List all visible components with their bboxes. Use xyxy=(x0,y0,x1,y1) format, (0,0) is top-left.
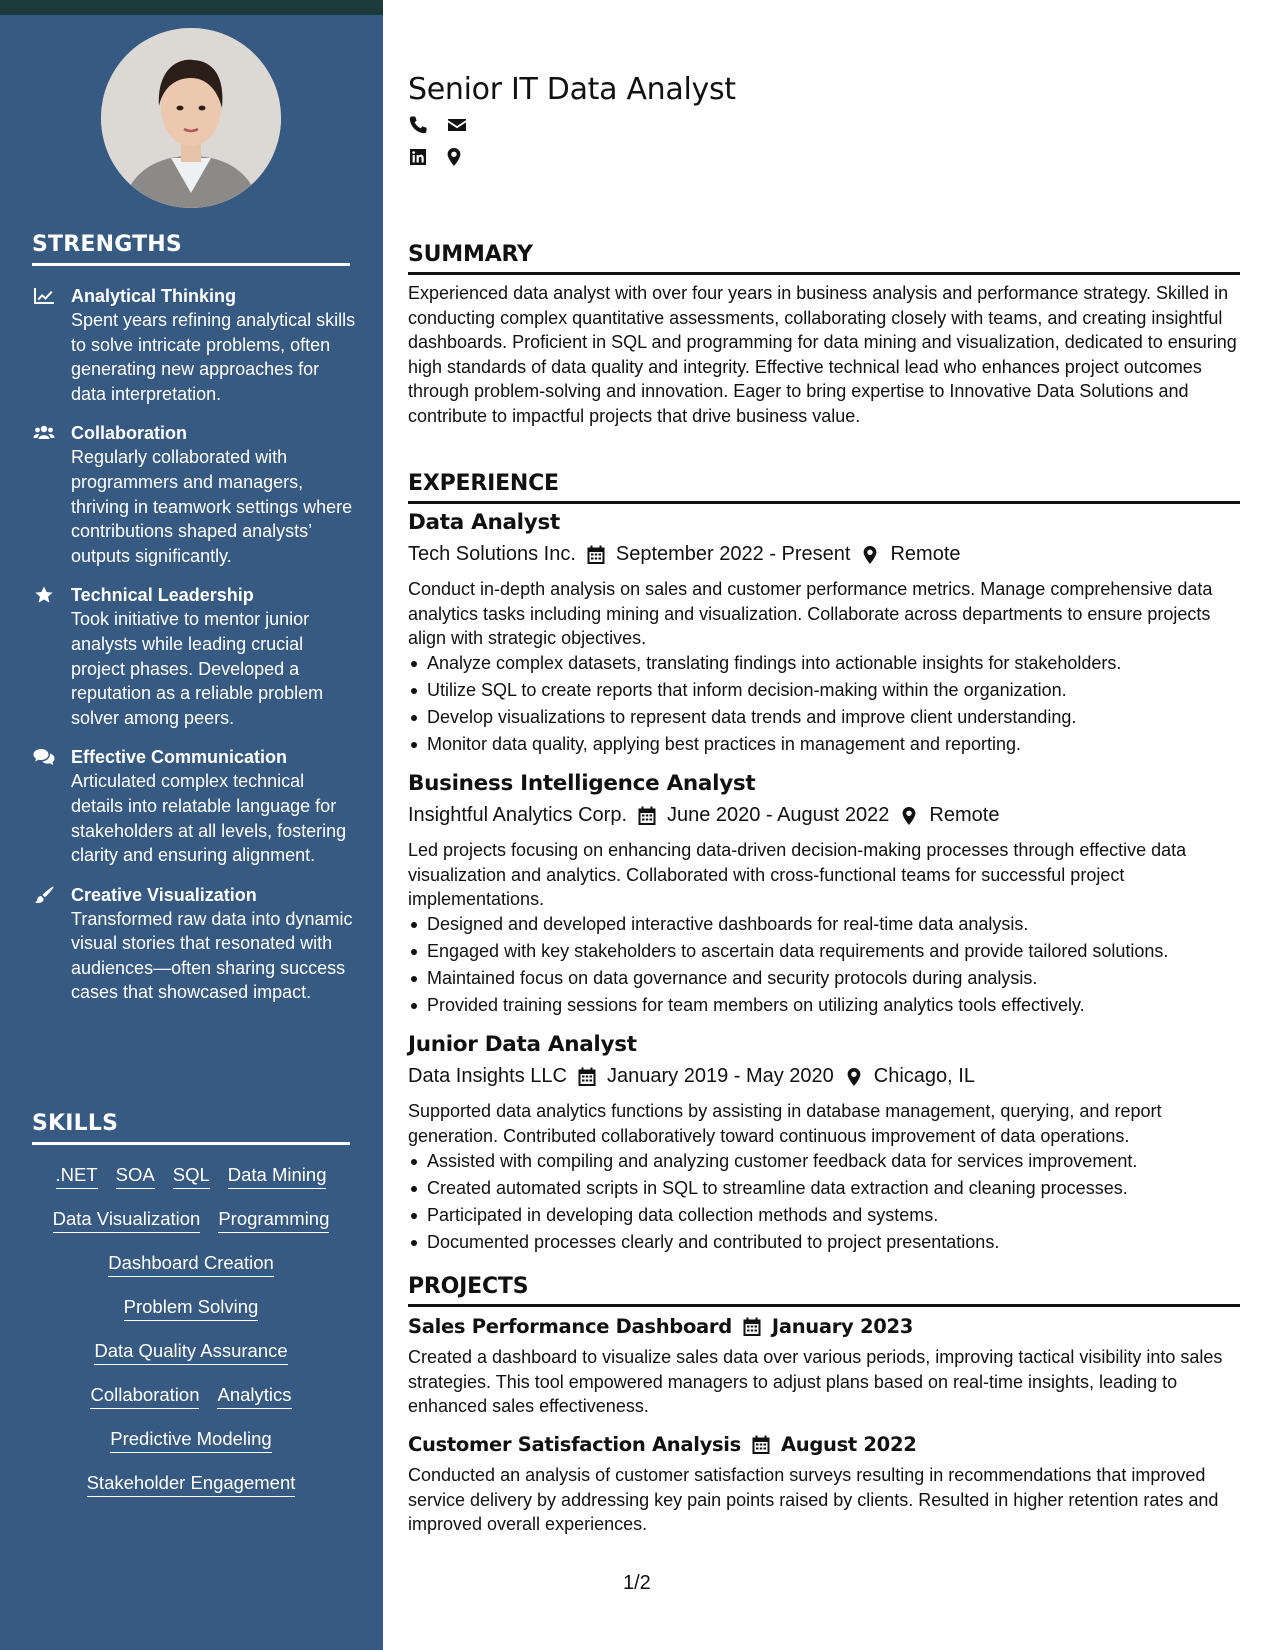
project-title-row xyxy=(408,1433,917,1456)
job-meta xyxy=(408,543,961,566)
list-item: Assisted with compiling and analyzing customer feedback data for services improvement. xyxy=(408,1148,1240,1175)
skill-tag: Problem Solving xyxy=(124,1295,259,1321)
strength-description: Articulated complex technical details into relatable language for stakeholders at all levels, fostering clarity and ensuring alignment. xyxy=(71,771,347,866)
skill-tag: Predictive Modeling xyxy=(110,1427,271,1453)
summary-text: Experienced data analyst with over four years in business analysis and performance strategy. Skilled in conducting complex quantitative assessments, collaborating closely with teams, and creating insightful dashboards. Proficient in SQL and programming for data mining and visualization, dedicated to ensuring high standards of data quality and integrity. Effective technical lead who enhances project outcomes through problem-solving and innovation. Eager to bring expertise to Innovative Data Solutions and contribute to impactful projects that drive business value. xyxy=(408,283,1237,426)
job-location: Remote xyxy=(929,804,1000,826)
list-item: Documented processes clearly and contributed to project presentations. xyxy=(408,1229,1240,1256)
summary-heading: SUMMARY xyxy=(408,242,1240,275)
skill-tag: .NET xyxy=(56,1163,98,1189)
page-number: 1/2 xyxy=(623,1572,651,1594)
project-description: Created a dashboard to visualize sales data over various periods, improving tactical visibility into sales strategies. This tool empowered managers to adjust plans based on real-time insights, leading to enhanced sales effectiveness. xyxy=(408,1347,1223,1417)
job-description: Conduct in-depth analysis on sales and customer performance metrics. Manage comprehensive data analytics tasks including mining and visualization. Collaborate across departments to ensure projects align with strategic objectives. xyxy=(408,579,1213,649)
job-title: Data Analyst xyxy=(408,510,560,535)
strength-item xyxy=(32,745,357,867)
comments-icon xyxy=(32,747,56,767)
job-dates: September 2022 - Present xyxy=(615,543,851,565)
job-dates: January 2019 - May 2020 xyxy=(606,1065,834,1087)
list-item: Utilize SQL to create reports that inform decision-making within the organization. xyxy=(408,677,1240,704)
skills-list xyxy=(32,1163,350,1497)
sidebar-top-band xyxy=(0,0,383,15)
strength-item xyxy=(32,284,357,406)
strength-description: Spent years refining analytical skills to solve intricate problems, often generating new approaches for data interpretation. xyxy=(71,310,356,404)
job-location: Chicago, IL xyxy=(873,1065,975,1087)
strength-item xyxy=(32,421,357,568)
projects-heading: PROJECTS xyxy=(408,1274,1240,1307)
list-item: Participated in developing data collection methods and systems. xyxy=(408,1202,1240,1229)
skill-tag: Data Mining xyxy=(228,1163,327,1189)
linkedin-icon[interactable] xyxy=(408,147,428,167)
project-date: January 2023 xyxy=(771,1315,914,1338)
strength-title: Analytical Thinking xyxy=(71,286,237,306)
job-description: Led projects focusing on enhancing data-driven decision-making processes through effective data visualization and analytics. Collaborated with cross-functional teams for successful project implementations. xyxy=(408,840,1187,910)
skill-tag: Dashboard Creation xyxy=(108,1251,274,1277)
list-item: Designed and developed interactive dashboards for real-time data analysis. xyxy=(408,911,1240,938)
list-item: Analyze complex datasets, translating findings into actionable insights for stakeholders. xyxy=(408,650,1240,677)
job-location: Remote xyxy=(890,543,961,565)
job-company: Insightful Analytics Corp. xyxy=(408,804,627,826)
skill-tag: Collaboration xyxy=(90,1383,199,1409)
strengths-list xyxy=(32,284,357,1020)
skill-tag: Stakeholder Engagement xyxy=(87,1471,296,1497)
skill-tag: Programming xyxy=(218,1207,329,1233)
strengths-heading: STRENGTHS xyxy=(32,232,350,266)
project-title-row xyxy=(408,1315,913,1338)
skill-tag: Analytics xyxy=(217,1383,291,1409)
list-item: Monitor data quality, applying best practices in management and reporting. xyxy=(408,731,1240,758)
location-icon xyxy=(844,1067,864,1087)
list-item: Provided training sessions for team members on utilizing analytics tools effectively. xyxy=(408,992,1240,1019)
strength-title: Technical Leadership xyxy=(71,585,254,606)
location-icon[interactable] xyxy=(444,147,464,167)
list-item: Created automated scripts in SQL to streamline data extraction and cleaning processes. xyxy=(408,1175,1240,1202)
phone-icon[interactable] xyxy=(408,115,428,135)
job-description: Supported data analytics functions by assisting in database management, querying, and report generation. Contributed collaboratively toward continuous improvement of data operations. xyxy=(408,1101,1162,1146)
project-title: Sales Performance Dashboard xyxy=(408,1315,732,1338)
envelope-icon[interactable] xyxy=(447,115,467,135)
job-company: Tech Solutions Inc. xyxy=(408,543,576,565)
project-date: August 2022 xyxy=(780,1433,917,1456)
strength-item xyxy=(32,883,357,1005)
job-bullets xyxy=(408,1148,1240,1256)
strength-title: Creative Visualization xyxy=(71,884,257,905)
job-meta xyxy=(408,804,999,827)
paint-brush-icon xyxy=(32,885,56,905)
users-icon xyxy=(32,423,56,443)
job-meta xyxy=(408,1065,975,1088)
job-dates: June 2020 - August 2022 xyxy=(667,804,890,826)
strength-title: Effective Communication xyxy=(71,747,288,768)
job-company: Data Insights LLC xyxy=(408,1065,567,1087)
project-title: Customer Satisfaction Analysis xyxy=(408,1433,741,1456)
calendar-icon xyxy=(742,1317,762,1337)
job-bullets xyxy=(408,650,1240,758)
list-item: Develop visualizations to represent data trends and improve client understanding. xyxy=(408,704,1240,731)
strength-title: Collaboration xyxy=(71,423,187,444)
job-title: Business Intelligence Analyst xyxy=(408,771,756,796)
skill-tag: SOA xyxy=(116,1163,155,1189)
list-item: Engaged with key stakeholders to ascertain data requirements and provide tailored solutions. xyxy=(408,938,1240,965)
calendar-icon xyxy=(751,1435,771,1455)
list-item: Maintained focus on data governance and security protocols during analysis. xyxy=(408,965,1240,992)
calendar-icon xyxy=(577,1067,597,1087)
skill-tag: SQL xyxy=(173,1163,210,1189)
job-bullets xyxy=(408,911,1240,1019)
profile-photo xyxy=(101,28,281,208)
calendar-icon xyxy=(586,545,606,565)
calendar-icon xyxy=(637,806,657,826)
star-icon xyxy=(32,585,56,605)
skill-tag: Data Visualization xyxy=(53,1207,201,1233)
sidebar xyxy=(0,0,383,1650)
strength-description: Regularly collaborated with programmers and managers, thriving in teamwork settings where contributions shaped analysts’ outputs significantly. xyxy=(71,447,353,566)
skills-heading: SKILLS xyxy=(32,1111,350,1145)
page-title: Senior IT Data Analyst xyxy=(408,72,736,107)
location-icon xyxy=(899,806,919,826)
strength-description: Took initiative to mentor junior analysts while leading crucial project phases. Developed a reputation as a reliable problem solver among peers. xyxy=(71,609,324,728)
experience-heading: EXPERIENCE xyxy=(408,471,1240,504)
strength-item xyxy=(32,583,357,730)
portrait-illustration xyxy=(101,28,281,208)
chart-line-icon xyxy=(32,286,56,306)
strength-description: Transformed raw data into dynamic visual stories that resonated with audiences—often sharing success cases that showcased impact. xyxy=(71,908,353,1003)
location-icon xyxy=(860,545,880,565)
project-description: Conducted an analysis of customer satisfaction surveys resulting in recommendations that improved service delivery by addressing key pain points raised by clients. Resulted in higher retention rates and improved overall experiences. xyxy=(408,1465,1219,1535)
skill-tag: Data Quality Assurance xyxy=(94,1339,287,1365)
job-title: Junior Data Analyst xyxy=(408,1032,637,1057)
